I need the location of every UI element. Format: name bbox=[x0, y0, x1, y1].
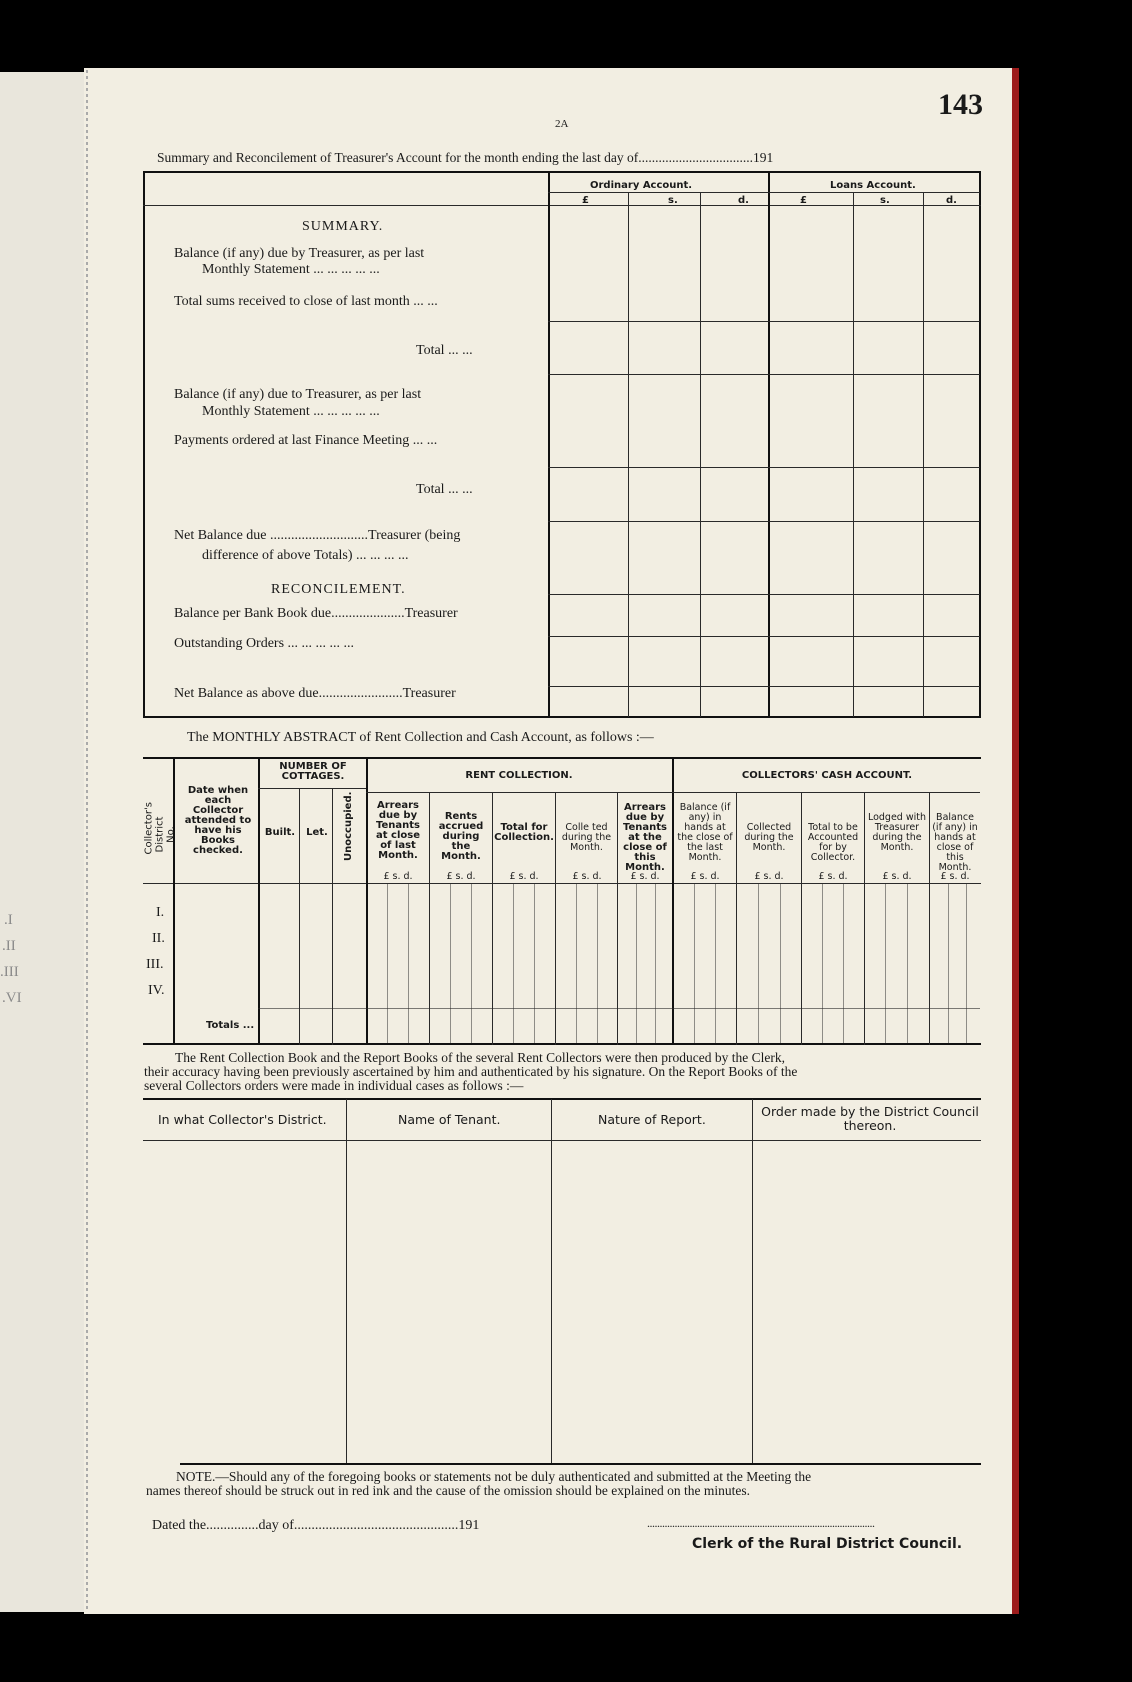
left-page-fragment: .III bbox=[0, 964, 19, 980]
collected-during-header: Collected during the Month. bbox=[744, 822, 794, 853]
row-rule bbox=[548, 467, 980, 468]
pound-label: £ bbox=[582, 195, 589, 206]
binding-gutter bbox=[86, 70, 90, 1610]
rent-col-rule bbox=[332, 788, 333, 1045]
let-header: Let. bbox=[306, 827, 328, 838]
unoccupied-header: Unoccupied. bbox=[343, 791, 354, 861]
col-rule bbox=[853, 193, 854, 717]
lsd-rule bbox=[822, 883, 823, 1043]
row-rule bbox=[548, 636, 980, 637]
totals-label: Totals ... bbox=[206, 1020, 255, 1031]
lsd-rule bbox=[885, 883, 886, 1043]
lsd-label: £ s. d. bbox=[882, 871, 912, 882]
lsd-label: £ s. d. bbox=[754, 871, 784, 882]
summary-table-bottom bbox=[143, 716, 981, 718]
summary-total: Total ... ... bbox=[416, 343, 473, 358]
district-row-label: III. bbox=[146, 957, 164, 972]
note-line: names thereof should be struck out in red ink and the cause of the omission should be explained on the minutes. bbox=[146, 1483, 750, 1498]
district-row-label: II. bbox=[152, 931, 165, 946]
pence-label: d. bbox=[946, 195, 957, 206]
ordinary-account-label: Ordinary Account. bbox=[590, 180, 693, 191]
note-line: NOTE.—Should any of the foregoing books or statements not be duly authenticated and submitted at the Meeting the bbox=[176, 1469, 812, 1484]
lsd-rule bbox=[471, 883, 472, 1043]
district-row-label: I. bbox=[156, 905, 165, 920]
summary-line: Outstanding Orders ... ... ... ... ... bbox=[174, 636, 355, 651]
rent-collection-header: RENT COLLECTION. bbox=[465, 770, 573, 781]
rent-col-rule bbox=[173, 757, 175, 1045]
summary-line: Net Balance as above due........................Treasurer bbox=[174, 686, 456, 701]
rent-header-rule bbox=[143, 883, 981, 884]
lsd-rule bbox=[948, 883, 949, 1043]
rent-col-rule bbox=[366, 757, 368, 1045]
left-page-fragment: .I bbox=[4, 912, 13, 928]
lsd-label: £ s. d. bbox=[572, 871, 602, 882]
lsd-rule bbox=[576, 883, 577, 1043]
orders-header-rule bbox=[143, 1140, 981, 1141]
number-cottages-header: NUMBER OF COTTAGES. bbox=[279, 761, 347, 782]
lsd-label: £ s. d. bbox=[630, 871, 660, 882]
orders-table-top bbox=[143, 1098, 981, 1100]
rent-col-rule bbox=[258, 757, 260, 1045]
col-rule bbox=[628, 193, 629, 717]
row-rule bbox=[548, 686, 980, 687]
collection-subheader-rule bbox=[366, 792, 980, 793]
lsd-label: £ s. d. bbox=[690, 871, 720, 882]
summary-line: Balance per Bank Book due.....................Treasurer bbox=[174, 606, 458, 621]
summary-title: SUMMARY. bbox=[302, 219, 384, 234]
lsd-label: £ s. d. bbox=[383, 871, 413, 882]
summary-heading: Summary and Reconcilement of Treasurer's Account for the month ending the last day of..................................191 bbox=[157, 150, 774, 165]
page-number: 143 bbox=[938, 88, 983, 121]
summary-line: difference of above Totals) ... ... ... ... bbox=[202, 548, 409, 563]
summary-line: Balance (if any) due by Treasurer, as per last bbox=[174, 246, 425, 261]
orders-col-rule bbox=[346, 1099, 347, 1463]
cash-account-header: COLLECTORS' CASH ACCOUNT. bbox=[741, 770, 913, 781]
left-page-fragment: .VI bbox=[2, 990, 22, 1006]
clerk-signature-label: Clerk of the Rural District Council. bbox=[692, 1536, 963, 1552]
left-page-edge bbox=[0, 72, 88, 1612]
lsd-label: £ s. d. bbox=[446, 871, 476, 882]
district-row-label: IV. bbox=[148, 983, 165, 998]
shilling-label: s. bbox=[668, 195, 678, 206]
loans-account-label: Loans Account. bbox=[830, 180, 916, 191]
balance-close-header: Balance (if any) in hands at close of this Month. bbox=[932, 812, 978, 873]
summary-line: Monthly Statement ... ... ... ... ... bbox=[202, 262, 380, 277]
pence-label: d. bbox=[738, 195, 749, 206]
row-rule bbox=[548, 321, 980, 322]
lsd-rule bbox=[715, 883, 716, 1043]
shilling-label: s. bbox=[880, 195, 890, 206]
orders-tenant-header: Name of Tenant. bbox=[398, 1112, 501, 1127]
lsd-rule bbox=[694, 883, 695, 1043]
arrears-this-header: Arrears due by Tenants at the close of this Month. bbox=[623, 802, 667, 873]
left-page-fragment: .II bbox=[2, 938, 16, 954]
lsd-label: £ s. d. bbox=[818, 871, 848, 882]
rent-col-rule bbox=[299, 788, 300, 1045]
lsd-rule bbox=[966, 883, 967, 1043]
balance-last-header: Balance (if any) in hands at the close of the last Month. bbox=[677, 802, 733, 863]
col-rule bbox=[700, 193, 701, 717]
row-rule bbox=[548, 374, 980, 375]
account-subheader-rule bbox=[548, 192, 980, 193]
rent-table-top bbox=[143, 757, 981, 759]
rent-cash-divider bbox=[672, 757, 674, 1045]
total-collection-header: Total for Collection. bbox=[494, 822, 554, 843]
lsd-rule bbox=[597, 883, 598, 1043]
lsd-label: £ s. d. bbox=[940, 871, 970, 882]
reconcilement-title: RECONCILEMENT. bbox=[271, 582, 406, 597]
col-rule bbox=[923, 193, 924, 717]
signature-line: ........................................................................................... bbox=[647, 1516, 875, 1530]
lsd-rule bbox=[655, 883, 656, 1043]
summary-header-rule bbox=[143, 205, 981, 206]
collected-month-header: Colle ted during the Month. bbox=[561, 822, 612, 853]
orders-nature-header: Nature of Report. bbox=[598, 1112, 706, 1127]
arrears-last-header: Arrears due by Tenants at close of last Month. bbox=[376, 800, 420, 861]
built-header: Built. bbox=[264, 827, 296, 838]
lodged-header: Lodged with Treasurer during the Month. bbox=[867, 812, 927, 853]
summary-line: Payments ordered at last Finance Meeting ... ... bbox=[174, 433, 438, 448]
lsd-rule bbox=[408, 883, 409, 1043]
lsd-rule bbox=[780, 883, 781, 1043]
total-accounted-header: Total to be Accounted for by Collector. bbox=[807, 822, 859, 863]
page-ref: 2A bbox=[555, 118, 569, 130]
pound-label: £ bbox=[800, 195, 807, 206]
lsd-label: £ s. d. bbox=[509, 871, 539, 882]
summary-line: Monthly Statement ... ... ... ... ... bbox=[202, 404, 380, 419]
summary-table-left bbox=[143, 171, 145, 717]
dated-line: Dated the...............day of...............................................191 bbox=[152, 1518, 480, 1533]
report-paragraph-line: The Rent Collection Book and the Report Books of the several Rent Collectors were then produced by the Clerk, bbox=[175, 1050, 785, 1065]
totals-rule bbox=[258, 1008, 980, 1009]
report-paragraph-line: their accuracy having been previously ascertained by him and authenticated by his signature. On the Report Books of the bbox=[144, 1064, 798, 1079]
lsd-rule bbox=[450, 883, 451, 1043]
cottages-subheader-rule bbox=[258, 788, 366, 789]
rents-accrued-header: Rents accrued during the Month. bbox=[438, 811, 484, 862]
summary-line: Net Balance due ............................Treasurer (being bbox=[174, 528, 461, 543]
row-rule bbox=[548, 521, 980, 522]
rent-table-bottom bbox=[143, 1043, 981, 1045]
lsd-rule bbox=[513, 883, 514, 1043]
lsd-rule bbox=[843, 883, 844, 1043]
orders-order-header: Order made by the District Council thereon. bbox=[761, 1104, 979, 1133]
summary-line: Total sums received to close of last month ... ... bbox=[174, 294, 438, 309]
date-checked-header: Date when each Collector attended to have his Books checked. bbox=[184, 785, 252, 856]
summary-table-top bbox=[143, 171, 981, 173]
orders-col-rule bbox=[551, 1099, 552, 1463]
summary-line: Balance (if any) due to Treasurer, as per last bbox=[174, 387, 422, 402]
orders-table-bottom bbox=[180, 1463, 981, 1465]
district-no-header: Collector's District No. bbox=[143, 802, 177, 855]
report-paragraph-line: several Collectors orders were made in individual cases as follows :— bbox=[144, 1078, 524, 1093]
lsd-rule bbox=[758, 883, 759, 1043]
orders-district-header: In what Collector's District. bbox=[158, 1112, 327, 1127]
monthly-heading: The MONTHLY ABSTRACT of Rent Collection and Cash Account, as follows :— bbox=[187, 730, 654, 745]
lsd-rule bbox=[636, 883, 637, 1043]
orders-col-rule bbox=[752, 1099, 753, 1463]
row-rule bbox=[548, 594, 980, 595]
lsd-rule bbox=[387, 883, 388, 1043]
summary-total: Total ... ... bbox=[416, 482, 473, 497]
lsd-rule bbox=[907, 883, 908, 1043]
lsd-rule bbox=[534, 883, 535, 1043]
